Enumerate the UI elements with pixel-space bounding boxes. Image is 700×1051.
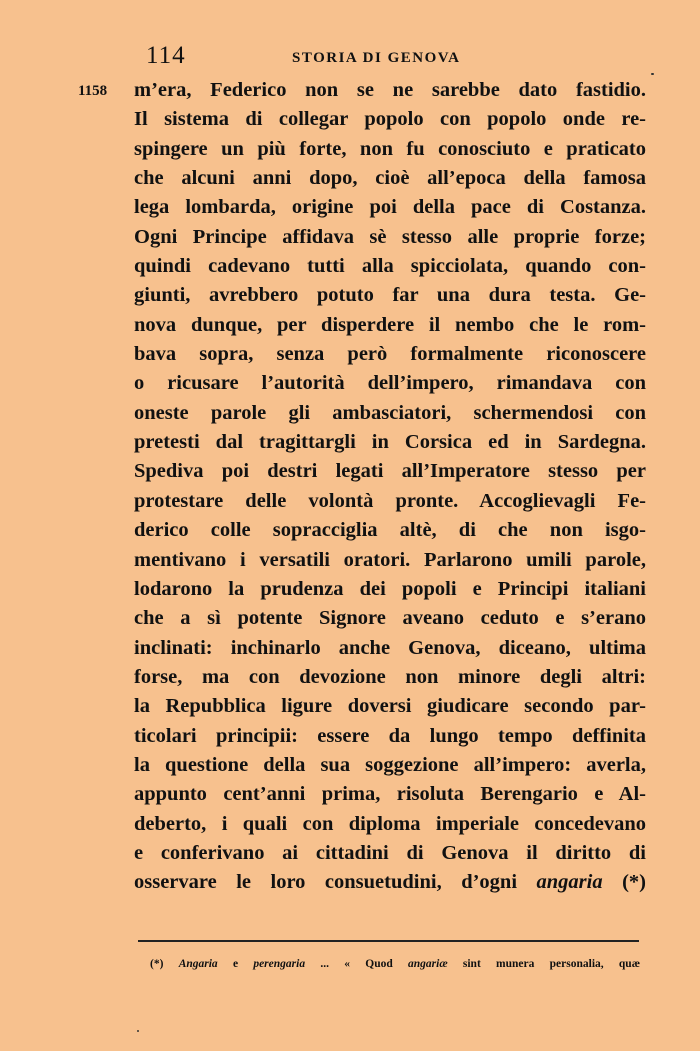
text-line: deberto, i quali con diploma imperiale concedevano — [134, 812, 646, 835]
text-line: Spediva poi destri legati all’Imperatore stesso per — [134, 460, 646, 483]
footnote-italic: Angaria — [178, 958, 218, 970]
print-speck — [651, 73, 654, 75]
text-line: nova dunque, per disperdere il nembo che le rom- — [134, 313, 646, 336]
text-line-last — [134, 868, 646, 897]
text-line: che alcuni anni dopo, cioè all’epoca della famosa — [134, 167, 646, 190]
text-line: lodarono la prudenza dei popoli e Principi italiani — [134, 577, 646, 600]
footnote-text: ... « Quod — [320, 958, 393, 970]
page-header — [0, 42, 700, 72]
text-line: giunti, avrebbero potuto far una dura testa. Ge- — [134, 284, 646, 307]
footnote-text: e — [232, 958, 239, 970]
text-line: m’era, Federico non se ne sarebbe dato fastidio. — [134, 79, 646, 101]
text-line: oneste parole gli ambasciatori, schermendosi con — [134, 401, 646, 424]
text-line: derico colle sopracciglia altè, di che non isgo- — [134, 519, 646, 542]
running-title: STORIA DI GENOVA — [292, 50, 461, 66]
text-line: la Repubblica ligure doversi giudicare secondo par- — [134, 695, 646, 718]
text-line: appunto cent’anni prima, risoluta Berengario e Al- — [134, 783, 646, 806]
footnote-reference: (*) — [622, 871, 647, 894]
text-line: mentivano i versatili oratori. Parlarono umili parole, — [134, 548, 646, 571]
text-line: lega lombarda, origine poi della pace di Costanza. — [134, 196, 646, 219]
footnote-marker: (*) — [150, 958, 164, 970]
print-speck — [137, 1030, 139, 1032]
text-line: protestare delle volontà pronte. Accoglievagli Fe- — [134, 489, 646, 512]
text-line: pretesti dal tragittargli in Corsica ed in Sardegna. — [134, 431, 646, 454]
italic-word: angaria — [536, 871, 603, 894]
text-line: che a sì potente Signore aveano ceduto e s’erano — [134, 607, 646, 630]
text-line: la questione della sua soggezione all’impero: averla, — [134, 753, 646, 776]
text-line: inclinati: inchinarlo anche Genova, diceano, ultima — [134, 636, 646, 659]
text-line: bava sopra, senza però formalmente riconoscere — [134, 343, 646, 366]
text-line: Il sistema di collegar popolo con popolo onde re- — [134, 108, 646, 131]
text-line: ticolari principii: essere da lungo tempo deffinita — [134, 724, 646, 747]
text-line: spingere un più forte, non fu conosciuto e praticato — [134, 137, 646, 160]
footnote-divider — [138, 940, 639, 942]
margin-year-note: 1158 — [78, 83, 108, 99]
footnote — [150, 958, 640, 970]
text-line: Ogni Principe affidava sè stesso alle proprie forze; — [134, 225, 646, 248]
footnote-italic: angariæ — [408, 958, 448, 970]
text-fragment: osservare le loro consuetudini, d’ogni — [134, 871, 518, 894]
text-line: o ricusare l’autorità dell’impero, rimandava con — [134, 372, 646, 395]
page-number: 114 — [146, 42, 186, 69]
text-line: e conferivano ai cittadini di Genova il diritto di — [134, 841, 646, 864]
text-line: forse, ma con devozione non minore degli altri: — [134, 665, 646, 688]
text-line: quindi cadevano tutti alla spicciolata, quando con- — [134, 255, 646, 278]
body-text — [134, 76, 646, 898]
footnote-text: sint munera personalia, quæ — [462, 958, 640, 970]
footnote-italic: perengaria — [253, 958, 306, 970]
